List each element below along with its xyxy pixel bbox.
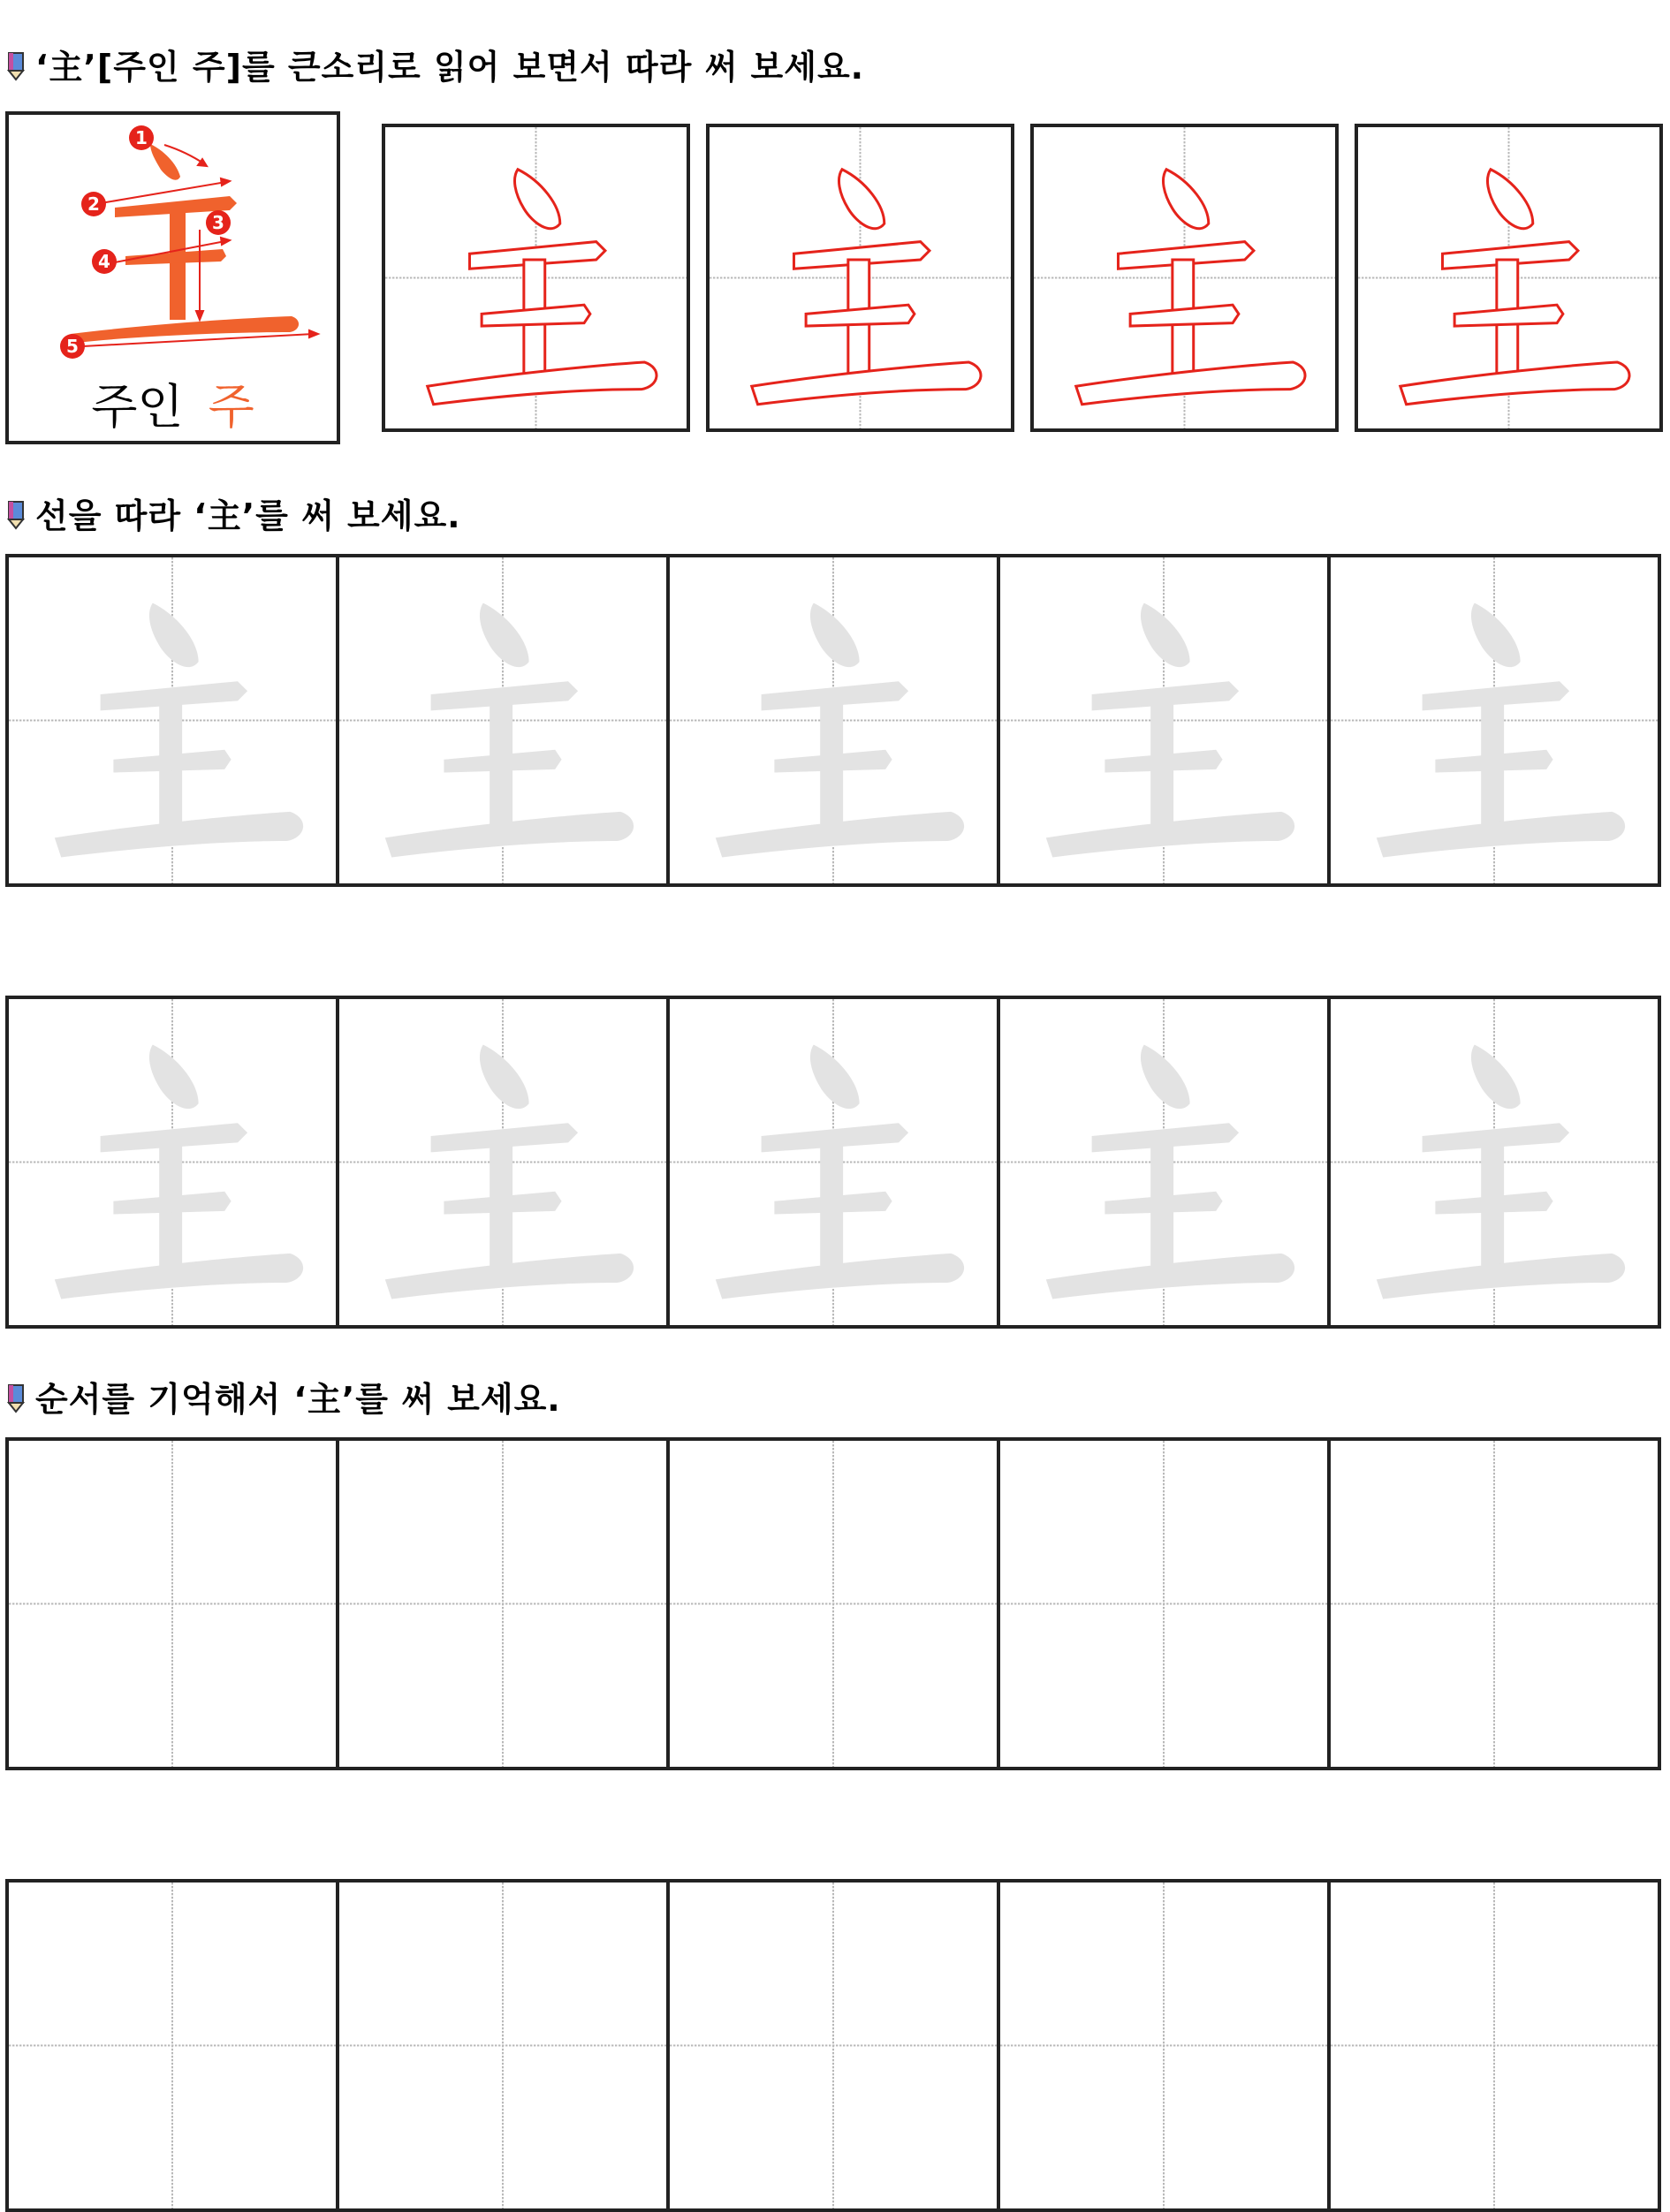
trace-grid-row-2 <box>5 996 1661 1329</box>
trace-glyph <box>1377 603 1625 858</box>
sound-text: 주 <box>208 379 254 435</box>
guide-lines <box>339 1441 666 1767</box>
blank-practice-cell[interactable] <box>1331 1441 1658 1767</box>
outline-glyph <box>1076 170 1305 405</box>
outline-cell[interactable] <box>1034 127 1335 428</box>
guide-lines <box>670 1441 997 1767</box>
stroke-number-2: 2 <box>87 193 100 215</box>
instruction-2-text: 선을 따라 ‘主’를 써 보세요. <box>35 496 461 535</box>
pencil-icon <box>7 1381 25 1423</box>
guide-lines <box>9 1882 336 2208</box>
trace-practice-cell[interactable] <box>1000 557 1331 883</box>
blank-practice-cell[interactable] <box>339 1882 670 2208</box>
outline-cell[interactable] <box>1358 127 1659 428</box>
outline-glyph <box>428 170 657 405</box>
stroke-number-1: 1 <box>135 127 148 148</box>
pencil-icon <box>7 49 25 91</box>
blank-practice-cell[interactable] <box>670 1882 1000 2208</box>
trace-practice-cell[interactable] <box>670 557 1000 883</box>
outline-box <box>706 124 1014 432</box>
trace-glyph <box>55 1045 303 1299</box>
instruction-1 <box>7 46 864 91</box>
trace-glyph <box>385 1045 634 1299</box>
instruction-2 <box>7 495 461 540</box>
outline-cell[interactable] <box>385 127 687 428</box>
blank-practice-cell[interactable] <box>1000 1441 1331 1767</box>
trace-glyph <box>1046 603 1294 858</box>
stroke-number-3: 3 <box>212 212 224 233</box>
trace-glyph <box>55 603 303 858</box>
stroke-number-4: 4 <box>98 251 110 272</box>
trace-practice-cell[interactable] <box>1000 999 1331 1325</box>
trace-practice-cell[interactable] <box>1331 999 1658 1325</box>
outline-box <box>1355 124 1663 432</box>
trace-practice-cell[interactable] <box>1331 557 1658 883</box>
trace-glyph <box>1046 1045 1294 1299</box>
blank-practice-cell[interactable] <box>9 1441 339 1767</box>
stroke-order-diagram <box>9 115 337 380</box>
trace-practice-cell[interactable] <box>670 999 1000 1325</box>
stroke-order-reference-box <box>5 111 340 444</box>
trace-practice-cell[interactable] <box>9 557 339 883</box>
guide-lines <box>1331 1882 1658 2208</box>
blank-practice-cell[interactable] <box>339 1441 670 1767</box>
blank-practice-cell[interactable] <box>1331 1882 1658 2208</box>
outline-box <box>1030 124 1339 432</box>
blank-grid-row-1 <box>5 1437 1661 1770</box>
blank-practice-cell[interactable] <box>1000 1882 1331 2208</box>
guide-lines <box>1331 1441 1658 1767</box>
blank-practice-cell[interactable] <box>9 1882 339 2208</box>
trace-glyph <box>1377 1045 1625 1299</box>
blank-grid-row-2 <box>5 1879 1661 2212</box>
reading-label <box>9 381 337 434</box>
outline-cell[interactable] <box>710 127 1011 428</box>
outline-glyph <box>752 170 981 405</box>
outline-box <box>382 124 690 432</box>
meaning-text: 주인 <box>91 379 184 435</box>
trace-grid-row-1 <box>5 554 1661 887</box>
stroke-5 <box>71 316 299 343</box>
trace-practice-cell[interactable] <box>339 999 670 1325</box>
instruction-3 <box>7 1378 561 1423</box>
blank-practice-cell[interactable] <box>670 1441 1000 1767</box>
trace-practice-cell[interactable] <box>9 999 339 1325</box>
trace-practice-cell[interactable] <box>339 557 670 883</box>
pencil-icon <box>7 497 25 540</box>
guide-lines <box>339 1882 666 2208</box>
guide-lines <box>1000 1882 1327 2208</box>
guide-lines <box>9 1441 336 1767</box>
trace-glyph <box>716 603 964 858</box>
stroke-number-5: 5 <box>66 336 79 357</box>
guide-lines <box>670 1882 997 2208</box>
trace-glyph <box>716 1045 964 1299</box>
guide-lines <box>1000 1441 1327 1767</box>
instruction-3-text: 순서를 기억해서 ‘主’를 써 보세요. <box>35 1380 561 1419</box>
outline-glyph <box>1401 170 1629 405</box>
instruction-1-text: ‘主’[주인 주]를 큰소리로 읽어 보면서 따라 써 보세요. <box>35 48 865 87</box>
trace-glyph <box>385 603 634 858</box>
